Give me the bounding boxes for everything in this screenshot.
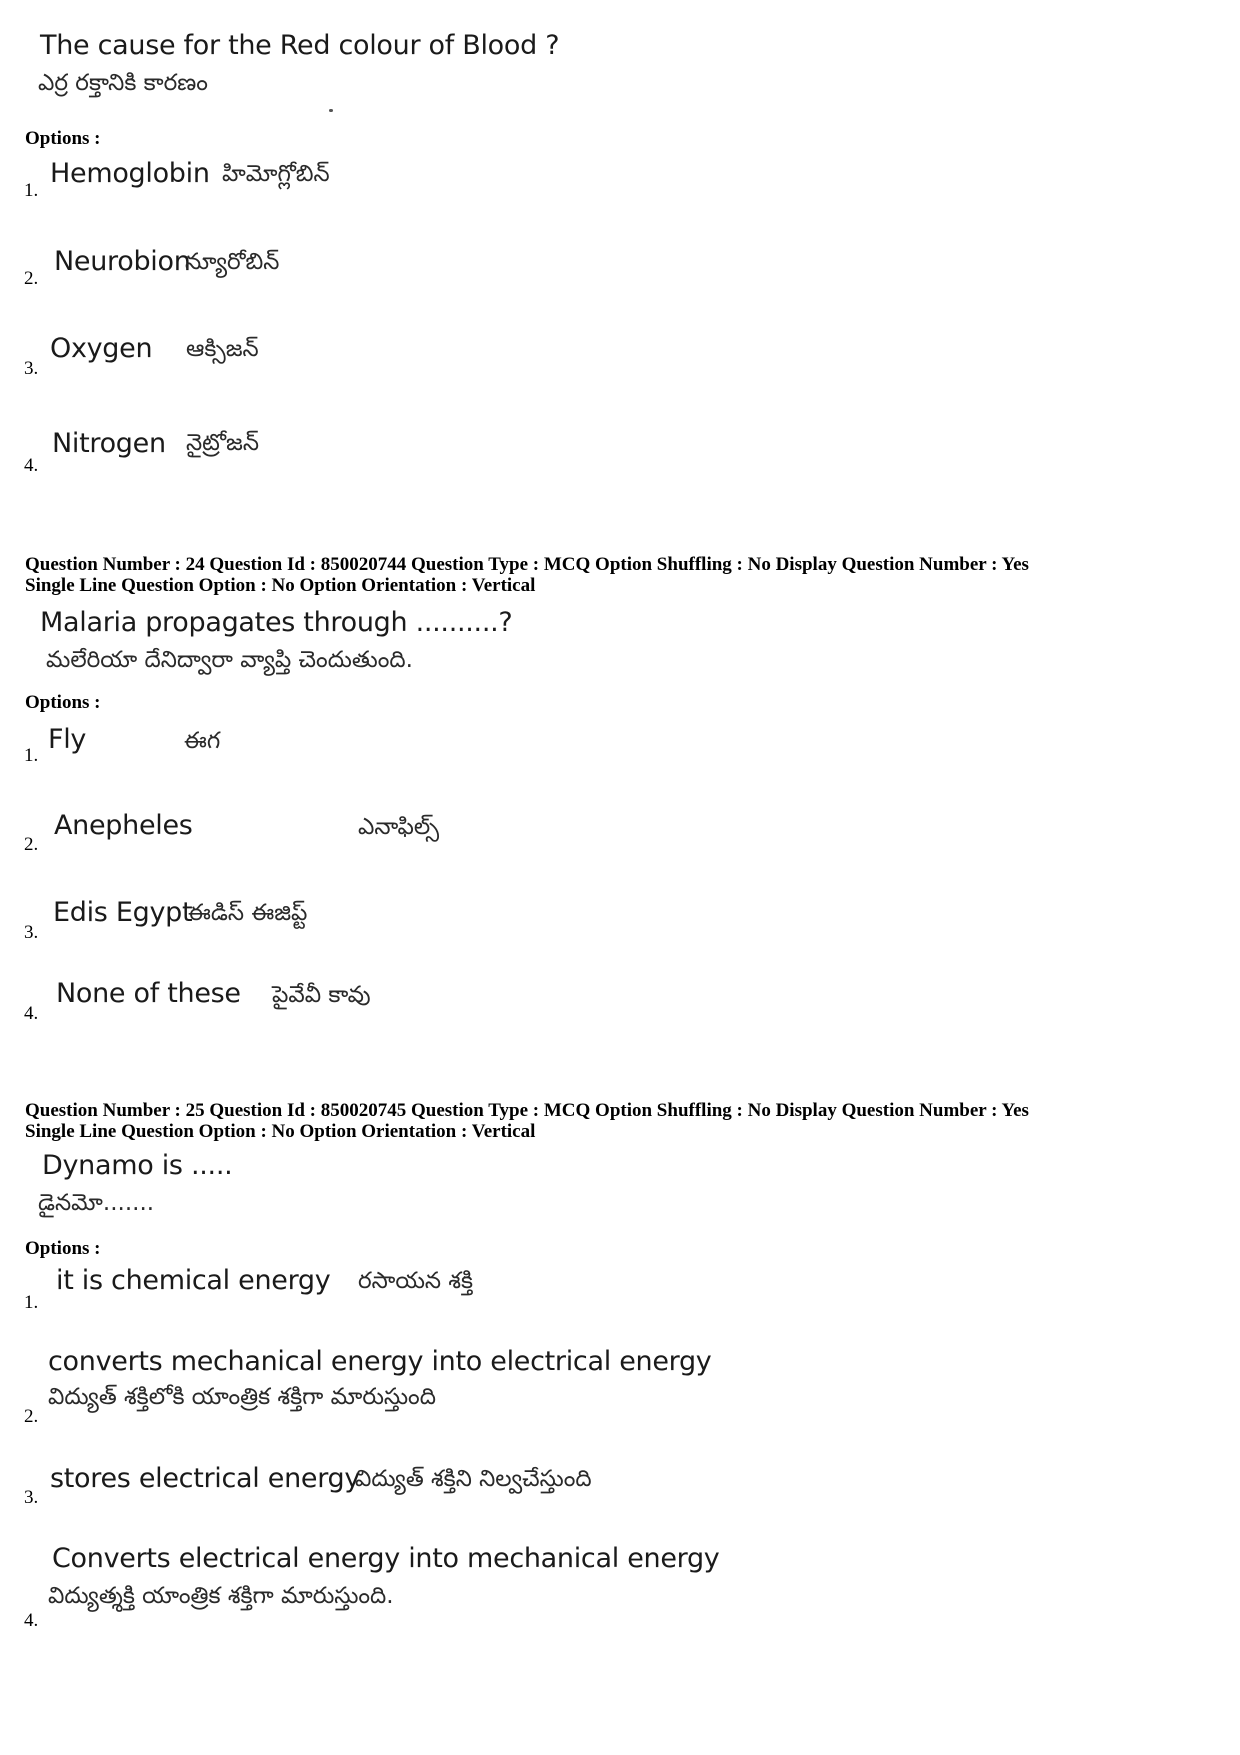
option-number: 4. (24, 1610, 39, 1631)
option-text-telugu: విద్యుత్ శక్తిని నిల్వచేస్తుంది (355, 1466, 592, 1492)
option-text-english: converts mechanical energy into electrical energy (48, 1346, 712, 1377)
option-text-telugu: హిమోగ్లోబిన్ (222, 161, 330, 187)
option-text-english: Nitrogen (52, 428, 166, 459)
option-text-telugu: ఈగ (184, 728, 221, 754)
option-text-telugu: ఎనాఫిల్స్ (358, 814, 440, 840)
option-text-telugu: ఆక్సిజన్ (186, 336, 259, 362)
question-25-meta-line-1: Question Number : 25 Question Id : 850020745 Question Type : MCQ Option Shuffling : No Display Question Number : Yes (25, 1100, 1029, 1121)
question-23-text-english: The cause for the Red colour of Blood ? (40, 30, 560, 61)
option-number: 3. (24, 922, 39, 943)
option-text-telugu: రసాయన శక్తి (358, 1268, 474, 1294)
option-text-telugu: విద్యుత్శక్తి యాంత్రిక శక్తిగా మారుస్తుంది. (48, 1583, 394, 1609)
stray-mark (329, 109, 333, 112)
option-number: 1. (24, 1292, 39, 1313)
question-24-meta-line-2: Single Line Question Option : No Option Orientation : Vertical (25, 575, 536, 596)
option-text-telugu: విద్యుత్ శక్తిలోకి యాంత్రిక శక్తిగా మారుస్తుంది (48, 1384, 436, 1410)
option-text-english: Neurobion (54, 246, 191, 277)
option-number: 2. (24, 1406, 39, 1427)
option-text-telugu: పైవేవీ కావు (272, 982, 371, 1008)
option-text-english: stores electrical energy (50, 1463, 361, 1494)
option-text-english: Edis Egypt (53, 897, 193, 928)
option-text-english: Anepheles (54, 810, 193, 841)
option-text-english: Oxygen (50, 333, 153, 364)
options-label: Options : (25, 1238, 101, 1259)
question-25-meta-line-2: Single Line Question Option : No Option Orientation : Vertical (25, 1121, 536, 1142)
option-number: 3. (24, 358, 39, 379)
option-number: 4. (24, 1003, 39, 1024)
option-number: 1. (24, 180, 39, 201)
option-text-english: Fly (48, 724, 87, 755)
options-label: Options : (25, 128, 101, 149)
question-25-text-telugu: డైనమో....... (38, 1190, 155, 1216)
question-23-text-telugu: ఎర్ర రక్తానికి కారణం (38, 70, 208, 96)
options-label: Options : (25, 692, 101, 713)
question-24-meta-line-1: Question Number : 24 Question Id : 850020744 Question Type : MCQ Option Shuffling : No Display Question Number : Yes (25, 554, 1029, 575)
question-24-text-telugu: మలేరియా దేనిద్వారా వ్యాప్తి చెందుతుంది. (46, 647, 413, 673)
option-text-english: Converts electrical energy into mechanical energy (52, 1543, 720, 1574)
option-number: 2. (24, 268, 39, 289)
option-text-telugu: ఈడిస్ ఈజిప్ట్ (188, 900, 308, 926)
option-number: 4. (24, 455, 39, 476)
question-25-text-english: Dynamo is ..... (42, 1150, 233, 1181)
option-text-english: it is chemical energy (56, 1265, 331, 1296)
option-text-english: Hemoglobin (50, 158, 210, 189)
question-24-text-english: Malaria propagates through ..........? (40, 607, 513, 638)
option-text-telugu: నైట్రోజన్ (186, 430, 259, 456)
option-number: 1. (24, 745, 39, 766)
option-text-telugu: న్యూరోబిన్ (185, 249, 280, 275)
option-text-english: None of these (56, 978, 241, 1009)
option-number: 3. (24, 1487, 39, 1508)
option-number: 2. (24, 834, 39, 855)
